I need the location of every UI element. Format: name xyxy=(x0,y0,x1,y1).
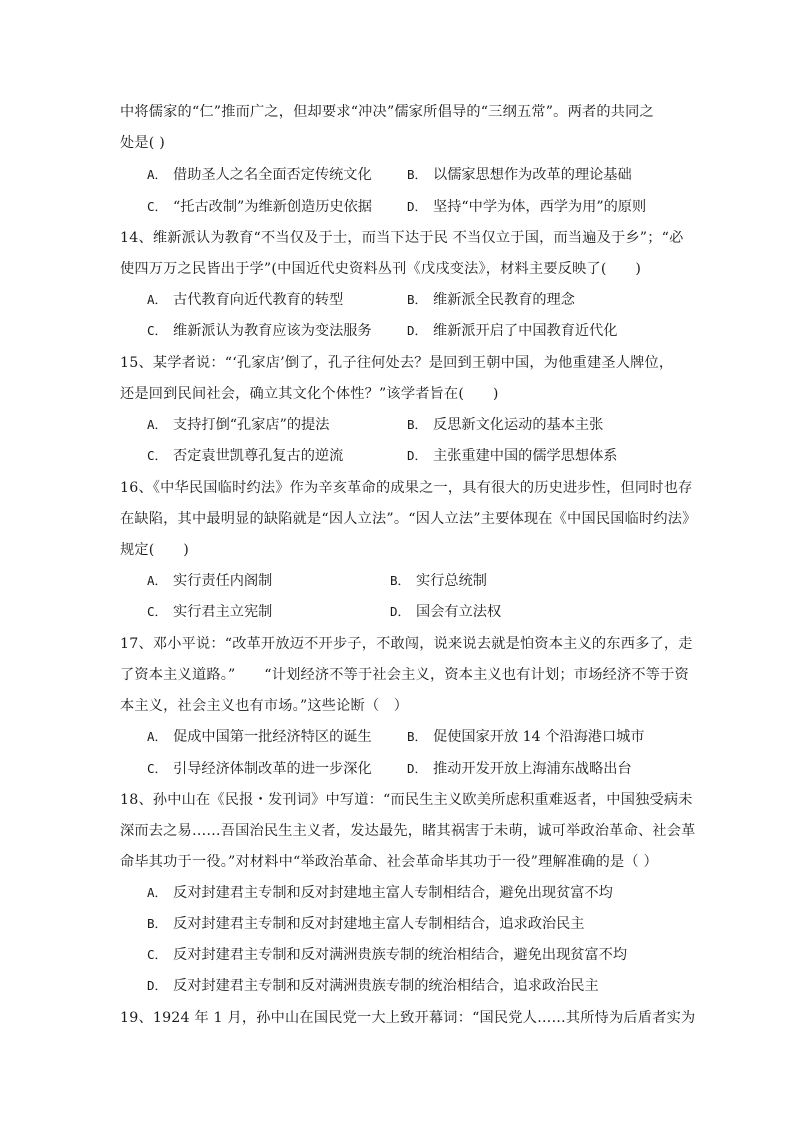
q15-option-d xyxy=(407,447,617,465)
option-letter: D． xyxy=(390,604,411,619)
option-letter: A． xyxy=(147,729,168,744)
q13-stem-line-1: 中将儒家的“仁”推而广之，但却要求“冲决”儒家所倡导的“三纲五常”。两者的共同之 xyxy=(120,104,654,120)
option-text: 推动开发开放上海浦东战略出台 xyxy=(433,761,632,777)
option-text: 反对封建君主专制和反对封建地主富人专制相结合，追求政治民主 xyxy=(173,916,585,932)
q15-option-c xyxy=(147,447,343,465)
q13-option-c xyxy=(147,198,372,216)
q17-option-c xyxy=(147,760,372,778)
option-letter: B． xyxy=(407,417,428,432)
q16-option-a xyxy=(147,572,272,590)
q18-option-a xyxy=(147,884,613,902)
q14-stem-line-1: 14、维新派认为教育“不当仅及于士，而当下达于民 不当仅立于国，而当遍及于乡”；“必 xyxy=(120,230,684,246)
q14-stem-line-2: 使四万万之民皆出于学”(中国近代史资料丛刊《戊戌变法》，材料主要反映了( ) xyxy=(120,261,642,277)
q17-stem-line-2: 了资本主义道路。” “计划经济不等于社会主义，资本主义也有计划；市场经济不等于资 xyxy=(120,667,689,683)
option-text: 反对封建君主专制和反对封建地主富人专制相结合，避免出现贫富不均 xyxy=(173,885,613,901)
q19-stem-line-1: 19、1924 年 1 月，孙中山在国民党一大上致开幕词：“国民党人……其所恃为后盾者实为 xyxy=(120,1010,696,1026)
q15-stem-line-2: 还是回到民间社会，确立其文化个体性？”该学者旨在( ) xyxy=(120,386,499,402)
option-letter: C． xyxy=(147,947,168,962)
q13-option-a xyxy=(147,166,372,184)
option-letter: B． xyxy=(407,292,428,307)
option-letter: A． xyxy=(147,573,168,588)
option-text: 实行君主立宪制 xyxy=(173,604,273,620)
q18-option-b xyxy=(147,915,584,933)
option-text: 主张重建中国的儒学思想体系 xyxy=(433,448,618,464)
option-letter: D． xyxy=(407,323,428,338)
option-text: 坚持“中学为体，西学为用”的原则 xyxy=(433,199,647,215)
q16-option-d xyxy=(390,603,501,621)
q15-option-b xyxy=(407,416,603,434)
option-text: 国会有立法权 xyxy=(416,604,502,620)
option-letter: B． xyxy=(390,573,411,588)
q17-option-b xyxy=(407,728,645,746)
q18-option-c xyxy=(147,946,627,964)
q18-stem-line-2: 深而去之易……吾国治民生主义者，发达最先，睹其祸害于未萌，诚可举政治革命、社会革 xyxy=(120,823,696,839)
q15-option-a xyxy=(147,416,329,434)
q14-option-c xyxy=(147,322,372,340)
option-text: “托古改制”为维新创造历史依据 xyxy=(173,199,372,215)
option-letter: C． xyxy=(147,323,168,338)
option-text: 借助圣人之名全面否定传统文化 xyxy=(173,167,372,183)
q14-option-d xyxy=(407,322,617,340)
option-text: 支持打倒“孔家店”的提法 xyxy=(173,417,330,433)
option-text: 维新派全民教育的理念 xyxy=(433,292,575,308)
option-letter: D． xyxy=(407,199,428,214)
q13-option-d xyxy=(407,198,646,216)
q17-option-a xyxy=(147,728,372,746)
option-text: 维新派认为教育应该为变法服务 xyxy=(173,323,372,339)
option-text: 以儒家思想作为改革的理论基础 xyxy=(433,167,632,183)
q18-option-d xyxy=(147,977,599,995)
q16-stem-line-1: 16、《中华民国临时约法》作为辛亥革命的成果之一，具有很大的历史进步性，但同时也存 xyxy=(120,480,693,496)
option-letter: B． xyxy=(407,167,428,182)
option-text: 实行总统制 xyxy=(416,573,487,589)
option-letter: C． xyxy=(147,761,168,776)
option-text: 促使国家开放 14 个沿海港口城市 xyxy=(433,729,645,745)
option-letter: B． xyxy=(147,916,168,931)
option-text: 古代教育向近代教育的转型 xyxy=(173,292,344,308)
option-letter: D． xyxy=(407,761,428,776)
q14-option-a xyxy=(147,291,343,309)
option-letter: C． xyxy=(147,448,168,463)
option-letter: A． xyxy=(147,417,168,432)
option-letter: B． xyxy=(407,729,428,744)
q14-option-b xyxy=(407,291,575,309)
option-letter: D． xyxy=(407,448,428,463)
option-letter: A． xyxy=(147,167,168,182)
option-letter: C． xyxy=(147,604,168,619)
q18-stem-line-3: 命毕其功于一役。”对材料中“举政治革命、社会革命毕其功于一役”理解准确的是（ ） xyxy=(120,854,658,870)
option-text: 实行责任内阁制 xyxy=(173,573,273,589)
q16-stem-line-3: 规定( ) xyxy=(120,542,190,558)
option-text: 否定袁世凯尊孔复古的逆流 xyxy=(173,448,344,464)
option-text: 反对封建君主专制和反对满洲贵族专制的统治相结合，避免出现贫富不均 xyxy=(173,947,628,963)
q16-option-b xyxy=(390,572,487,590)
option-letter: A． xyxy=(147,885,168,900)
option-letter: D． xyxy=(147,978,168,993)
q18-stem-line-1: 18、孙中山在《民报・发刊词》中写道：“而民生主义欧美所虑积重难返者，中国独受病未 xyxy=(120,792,693,808)
option-text: 引导经济体制改革的进一步深化 xyxy=(173,761,372,777)
option-text: 反思新文化运动的基本主张 xyxy=(433,417,604,433)
q17-option-d xyxy=(407,760,632,778)
q16-option-c xyxy=(147,603,272,621)
option-text: 维新派开启了中国教育近代化 xyxy=(433,323,618,339)
option-text: 促成中国第一批经济特区的诞生 xyxy=(173,729,372,745)
option-letter: C． xyxy=(147,199,168,214)
option-letter: A． xyxy=(147,292,168,307)
option-text: 反对封建君主专制和反对满洲贵族专制的统治相结合，追求政治民主 xyxy=(173,978,599,994)
q13-stem-line-2: 处是( ) xyxy=(120,135,165,151)
q17-stem-line-1: 17、邓小平说：“改革开放迈不开步子，不敢闯，说来说去就是怕资本主义的东西多了，走 xyxy=(120,636,693,652)
q17-stem-line-3: 本主义，社会主义也有市场。”这些论断（ ） xyxy=(120,698,409,714)
q13-option-b xyxy=(407,166,632,184)
q15-stem-line-1: 15、某学者说：“‘孔家店’倒了，孔子往何处去？是回到王朝中国，为他重建圣人牌位， xyxy=(120,355,674,371)
q16-stem-line-2: 在缺陷，其中最明显的缺陷就是“因人立法”。“因人立法”主要体现在《中国民国临时约法》 xyxy=(120,511,697,527)
